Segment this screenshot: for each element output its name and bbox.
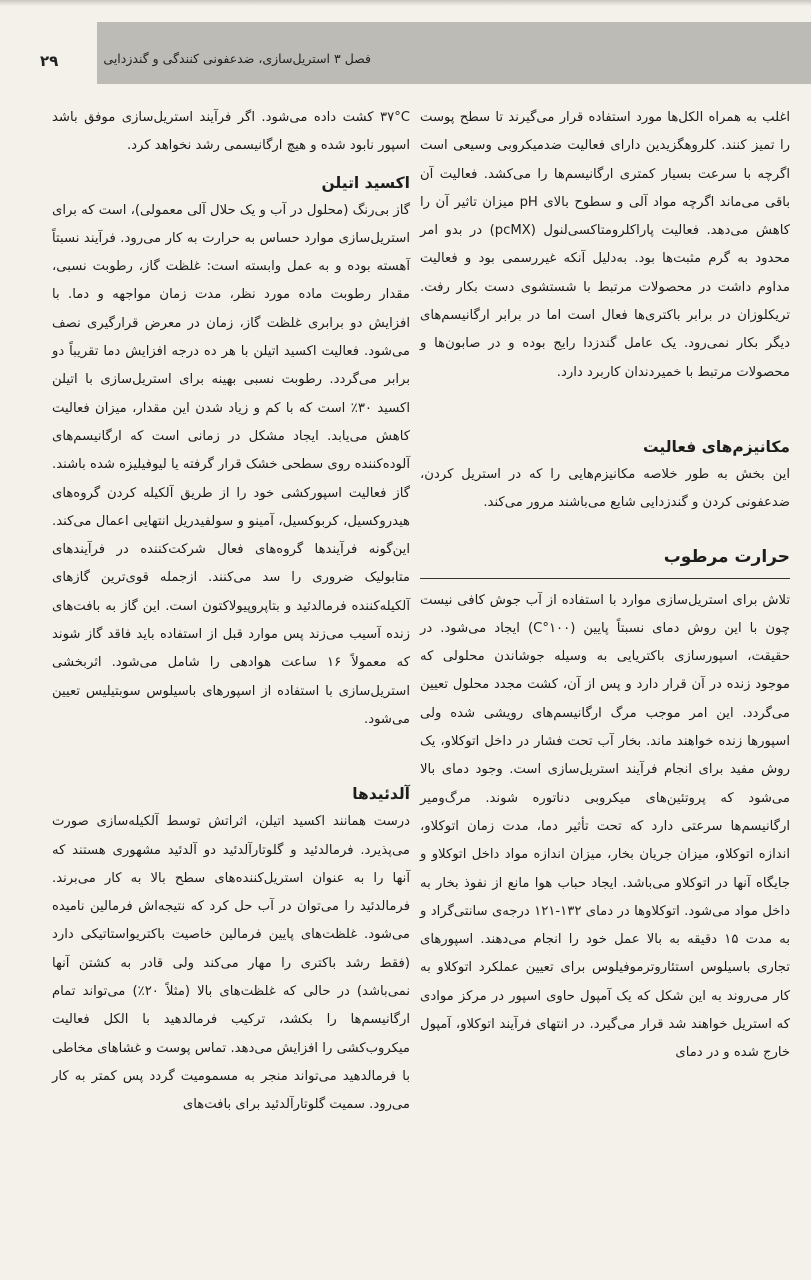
heading-mechanisms: مکانیزم‌های فعالیت [642,437,790,456]
heading-ethylene-oxide: اکسید اتیلن [321,173,410,192]
page-header [0,22,811,84]
right-column [420,104,790,1068]
left-column [52,104,410,1120]
paragraph-ethylene-oxide: گاز بی‌رنگ (محلول در آب و یک حلال آلی معمولی)، است که برای استریل‌سازی موارد حساس به حرارت به کار می‌رود. فرآیند نسبتاً آهسته بوده و به عمل وابسته است: غلظت گاز، رطوبت نسبی، مقدار رطوبت ماده مورد نظر، مدت زمان مواجهه و دما. با افزایش دو برابری غلظت گاز، زمان در معرض قرارگیری نصف می‌شود. فعالیت اکسید اتیلن با هر ده درجه افزایش دما تقریباً دو برابر می‌گردد. رطوبت نسبی بهینه برای استریل‌سازی با اتیلن اکسید ۳۰٪ است که با کم و زیاد شدن این مقدار، میزان فعالیت کاهش می‌یابد. ایجاد مشکل در زمانی است که ارگانیسم‌های آلوده‌کننده روی سطحی خشک قرار گرفته یا لیوفیلیزه شده باشند. گاز فعالیت اسپورکشی خود را از طریق آلکیله کردن گروه‌های هیدروکسیل، کربوکسیل، آمینو و سولفیدریل انتهایی اعمال می‌کند. این‌گونه فرآیندها گروه‌های فعال شرکت‌کننده در فرآیندهای متابولیک ضروری را سد می‌کنند. ازجمله قوی‌ترین گازهای آلکیله‌کننده فرمالدئید و بتاپروپیولاکتون است. این گاز به بافت‌های زنده آسیب می‌زند پس موارد قبل از استفاده باید فاقد گاز شوند که معمولاً ۱۶ ساعت هوادهی را شامل می‌شود. اثربخشی استریل‌سازی با استفاده از اسپورهای باسیلوس سوبتیلیس تعیین می‌شود. [52,202,410,727]
paragraph-moist-heat: تلاش برای استریل‌سازی موارد با استفاده از آب جوش کافی نیست چون با این روش دمای نسبتاً پایین (۱۰۰°C) ایجاد می‌شود. در حقیقت، اسپورسازی باکتریایی به وسیله جوشاندن محلولی که موجود زنده در آن قرار دارد و پس از آن، کشت مجدد محلول تعیین می‌گردد. این امر موجب مرگ ارگانیسم‌های رویشی شده ولی اسپورها زنده خواهند ماند. بخار آب تحت فشار در داخل اتوکلاو، یک روش مفید برای انجام فرآیند استریل‌سازی است. وجود دمای بالا می‌شود که پروتئین‌های میکروبی دناتوره شوند. مرگ‌ومیر ارگانیسم‌ها سرعتی دارد که تحت تأثیر دما، مدت زمان اتوکلاو، اندازه اتوکلاو، میزان جریان بخار، میزان اندازه مواد داخل اتوکلاو و جایگاه آنها در اتوکلاو می‌باشد. ایجاد حباب هوا مانع از نفوذ بخار به داخل مواد می‌شود. اتوکلاوها در دمای ۱۳۲-۱۲۱ درجه‌ی سانتی‌گراد و به مدت ۱۵ دقیقه به بالا عمل خود را انجام می‌دهند. اسپورهای تجاری باسیلوس استئاروترموفیلوس برای تعیین عملکرد اتوکلاو به کار می‌روند به این شکل که یک آمپول حاوی اسپور در مرکز موادی که استریل خواهند شد قرار می‌گیرد. در انتهای فرآیند اتوکلاو، آمپول خارج شده و در دمای [420,592,790,1061]
paragraph-mechanisms: این بخش به طور خلاصه مکانیزم‌هایی را که در استریل کردن، ضدعفونی کردن و گندزدایی شایع می‌باشند مرور می‌کند. [420,466,790,511]
page-number: ۲۹ [40,52,59,70]
paragraph-autoclave-end: ۳۷°C کشت داده می‌شود. اگر فرآیند استریل‌سازی موفق باشد اسپور نابود شده و هیچ ارگانیسمی رشد نخواهد کرد. [52,110,410,154]
heading-aldehydes: آلدئیدها [352,785,410,804]
paragraph-aldehydes: درست همانند اکسید اتیلن، اثراتش توسط آلکیله‌سازی صورت می‌پذیرد. فرمالدئید و گلوتارآلدئید دو آلدئید مشهوری هستند که آنها را به عنوان استریل‌کننده‌های سطح بالا به کار می‌برند. فرمالدئید را می‌توان در آب حل کرد که نتیجه‌اش فرمالین نامیده می‌شود. غلظت‌های پایین فرمالین خاصیت باکتریواستاتیکی دارد (فقط رشد باکتری را مهار می‌کند ولی قادر به کشتن آنها نمی‌باشد) در حالی که غلظت‌های بالا (مثلاً ۲۰٪) می‌تواند تمام ارگانیسم‌ها را بکشد، ترکیب فرمالدهید با الکل فعالیت میکروب‌کشی را افزایش می‌دهد. تماس پوست و غشاهای مخاطی با فرمالدهید می‌تواند منجر به مسمومیت گردد پس کمتر به کار می‌رود. سمیت گلوتارآلدئید برای بافت‌های [52,814,411,1113]
chapter-title: فصل ۳ استریل‌سازی، ضدعفونی کنندگی و گندزدایی [103,51,371,66]
heading-moist-heat: حرارت مرطوب [420,542,790,579]
page-top-shadow [0,0,811,6]
paragraph-antiseptics: اغلب به همراه الکل‌ها مورد استفاده قرار می‌گیرند تا سطح پوست را تمیز کنند. کلروهگزیدین دارای فعالیت ضدمیکروبی وسیعی است اگرچه با سرعت بسیار کمتری ارگانیسم‌ها را می‌کشد. فعالیت آن باقی می‌ماند اگرچه مواد آلی و سطوح بالای pH میزان تاثیر آن را کاهش می‌دهد. فعالیت پاراکلرومتاکسی‌لنول (pcMX) در بدو امر محدود به گرم مثبت‌ها بود. به‌دلیل آنکه غیررسمی بود و فعالیت مداوم داشت در محصولات مرتبط با شستشوی دست بکار رفت. تریکلوزان در برابر باکتری‌ها فعال است اما در برابر ارگانیسم‌های دیگر بکار نمی‌رود. یک عامل گندزدا رایج بوده و در صابون‌ها و محصولات مرتبط با خمیردندان کاربرد دارد. [420,110,790,380]
